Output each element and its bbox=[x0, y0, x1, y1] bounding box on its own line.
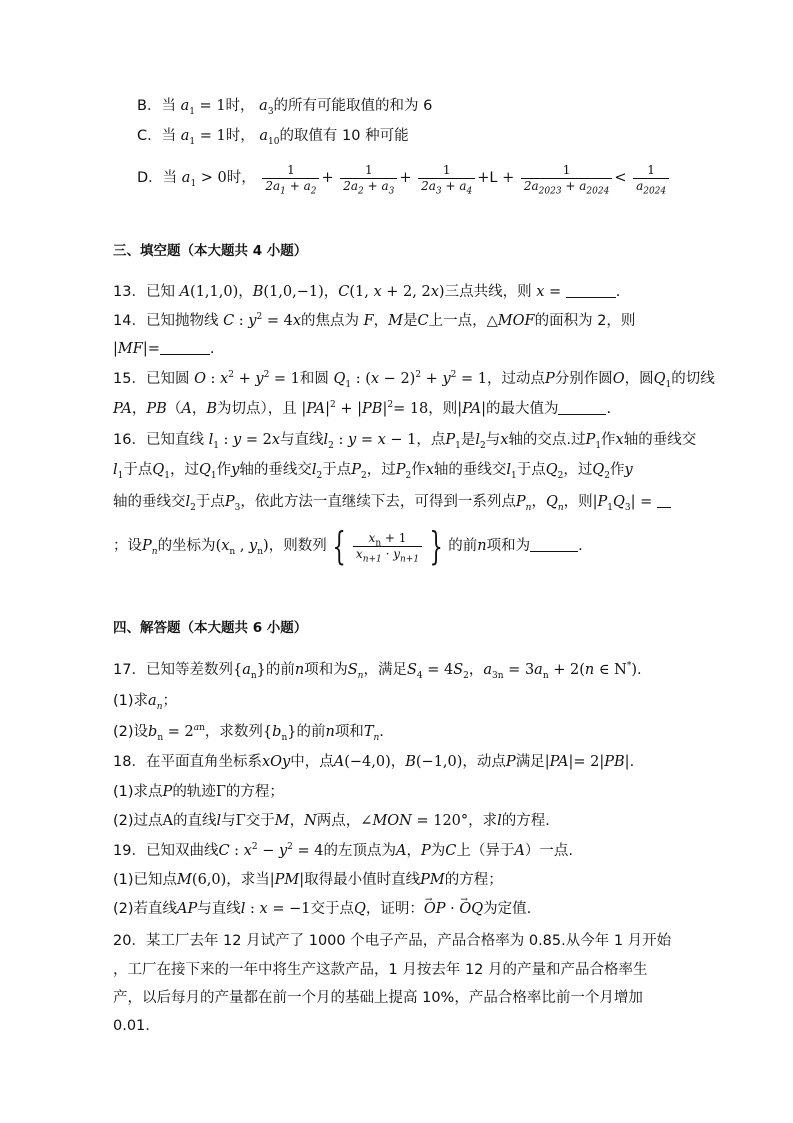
fraction-term-3: $\frac{1}{2a_3 + a_4}$ bbox=[418, 163, 475, 194]
question-17-part1: (1)求$a_n$； bbox=[113, 693, 177, 712]
question-19-part1: (1)已知点M(6,0)，求当|PM|取得最小值时直线PM的方程； bbox=[113, 872, 503, 888]
section-solve-title: 四、解答题（本大题共 6 小题） bbox=[113, 620, 308, 636]
question-20-line4: 0.01. bbox=[113, 1018, 150, 1034]
question-13: 13．已知 A(1,1,0)，B(1,0,−1)，C(1, x + 2, 2x)三点共线，则 x = . bbox=[113, 284, 621, 300]
question-14: 14．已知抛物线 C : $y^2 = 4x$的焦点为 F，M是C上一点，△MOF的面积为 2，则 bbox=[113, 312, 636, 329]
question-14-cont: |MF|= . bbox=[113, 341, 215, 357]
question-16-line2: $l_1$于点$Q_1$，过$Q_1$作y轴的垂线交$l_2$于点$P_2$，过$P_2$作x轴的垂线交$l_1$于点$Q_2$，过$Q_2$作y bbox=[113, 462, 633, 481]
fraction-term-1: $\frac{1}{2a_1 + a_2}$ bbox=[262, 163, 319, 194]
question-19: 19．已知双曲线C : $x^2 - y^2 = 4$的左顶点为A，P为C上（异于A）一点. bbox=[113, 842, 573, 859]
question-18-part1: (1)求点P的轨迹Γ的方程； bbox=[113, 784, 284, 800]
question-20-line2: ，工厂在接下来的一年中将生产这款产品，1 月按去年 12 月的产量和产品合格率生 bbox=[113, 962, 648, 978]
question-20-line3: 产，以后每月的产量都在前一个月的基础上提高 10%，产品合格率比前一个月增加 bbox=[113, 990, 643, 1006]
question-16-line3: 轴的垂线交$l_2$于点$P_3$，依此方法一直继续下去，可得到一系列点$P_n$，$Q_n$，则$|P_1Q_3|$ = bbox=[113, 491, 671, 513]
question-18: 18．在平面直角坐标系xOy中，点A(−4,0)，B(−1,0)，动点P满足|PA|= 2|PB|. bbox=[113, 754, 635, 770]
question-20-line1: 20．某工厂去年 12 月试产了 1000 个电子产品，产品合格率为 0.85.从今年 1 月开始 bbox=[113, 933, 672, 949]
section-fill-blank-title: 三、填空题（本大题共 4 小题） bbox=[113, 243, 308, 259]
sequence-fraction: $\frac{x_n + 1}{x_{n+1} \cdot y_{n+1}}$ bbox=[353, 531, 422, 562]
answer-blank[interactable] bbox=[558, 400, 606, 415]
fraction-term-2: $\frac{1}{2a_2 + a_3}$ bbox=[340, 163, 397, 194]
fraction-rhs: $\frac{1}{a_{2024}}$ bbox=[633, 163, 669, 194]
question-19-part2: (2)若直线AP与直线l : x = −1交于点Q，证明：→ OP · → OQ为定值. bbox=[113, 898, 531, 920]
question-16: 16．已知直线 $l_1$ : y = 2x与直线$l_2$ : y = x − 1，点$P_1$是$l_2$与x轴的交点.过$P_1$作x轴的垂线交 bbox=[113, 432, 697, 451]
question-17-part2: (2)设$b_n = 2^{an}$，求数列$\{b_n\}$的前n项和$T_n$. bbox=[113, 723, 384, 743]
question-16-line4: ；设$P_n$的坐标为($x_n$ , $y_n$)，则数列 { $\frac{x_n + 1}{x_{n+1} \cdot y_{n+1}}$ } 的前n项和为 . bbox=[113, 524, 583, 568]
vector-op: → OP bbox=[424, 898, 446, 920]
question-15-cont: PA，PB（A，B为切点），且 $|PA|^2 + |PB|^2= 18$，则|PA|的最大值为 . bbox=[113, 400, 612, 417]
question-18-part2: (2)过点A的直线l与Γ交于M，N两点，∠MON = 120°，求l的方程. bbox=[113, 813, 550, 829]
vector-oq: → OQ bbox=[459, 898, 483, 920]
option-b: B．当 $a_1 = 1$时， $a_3$的所有可能取值的和为 6 bbox=[137, 98, 433, 117]
question-15: 15．已知圆 O : $x^2 + y^2 = 1$和圆 $Q_1$ : $(x - 2)^2 + y^2 = 1$，过动点P分别作圆O，圆$Q_1$的切线 bbox=[113, 370, 715, 390]
fraction-term-last: $\frac{1}{2a_{2023} + a_{2024}}$ bbox=[521, 163, 612, 194]
question-17: 17．已知等差数列$\{a_n\}$的前n项和为$S_n$，满足$S_4 = 4S_2$，$a_{3n} = 3a_n + 2(n$ ∈ N*). bbox=[113, 661, 642, 681]
answer-blank[interactable] bbox=[530, 537, 578, 552]
answer-blank[interactable] bbox=[160, 340, 210, 355]
option-c: C．当 $a_1 = 1$时， $a_{10}$的取值有 10 种可能 bbox=[137, 128, 409, 147]
option-d: D．当 $a_1 > 0$时， $\frac{1}{2a_1 + a_2}$ + $\frac{1}{2a_2 + a_3}$ + $\frac{1}{2a_3 + a_4}$ +L + $\frac{1}{2a_{2023} + a_{2024}}$ < $\frac{1}{a_{2024}}$ bbox=[137, 160, 671, 196]
answer-blank[interactable] bbox=[566, 283, 616, 298]
answer-blank[interactable] bbox=[657, 493, 671, 508]
